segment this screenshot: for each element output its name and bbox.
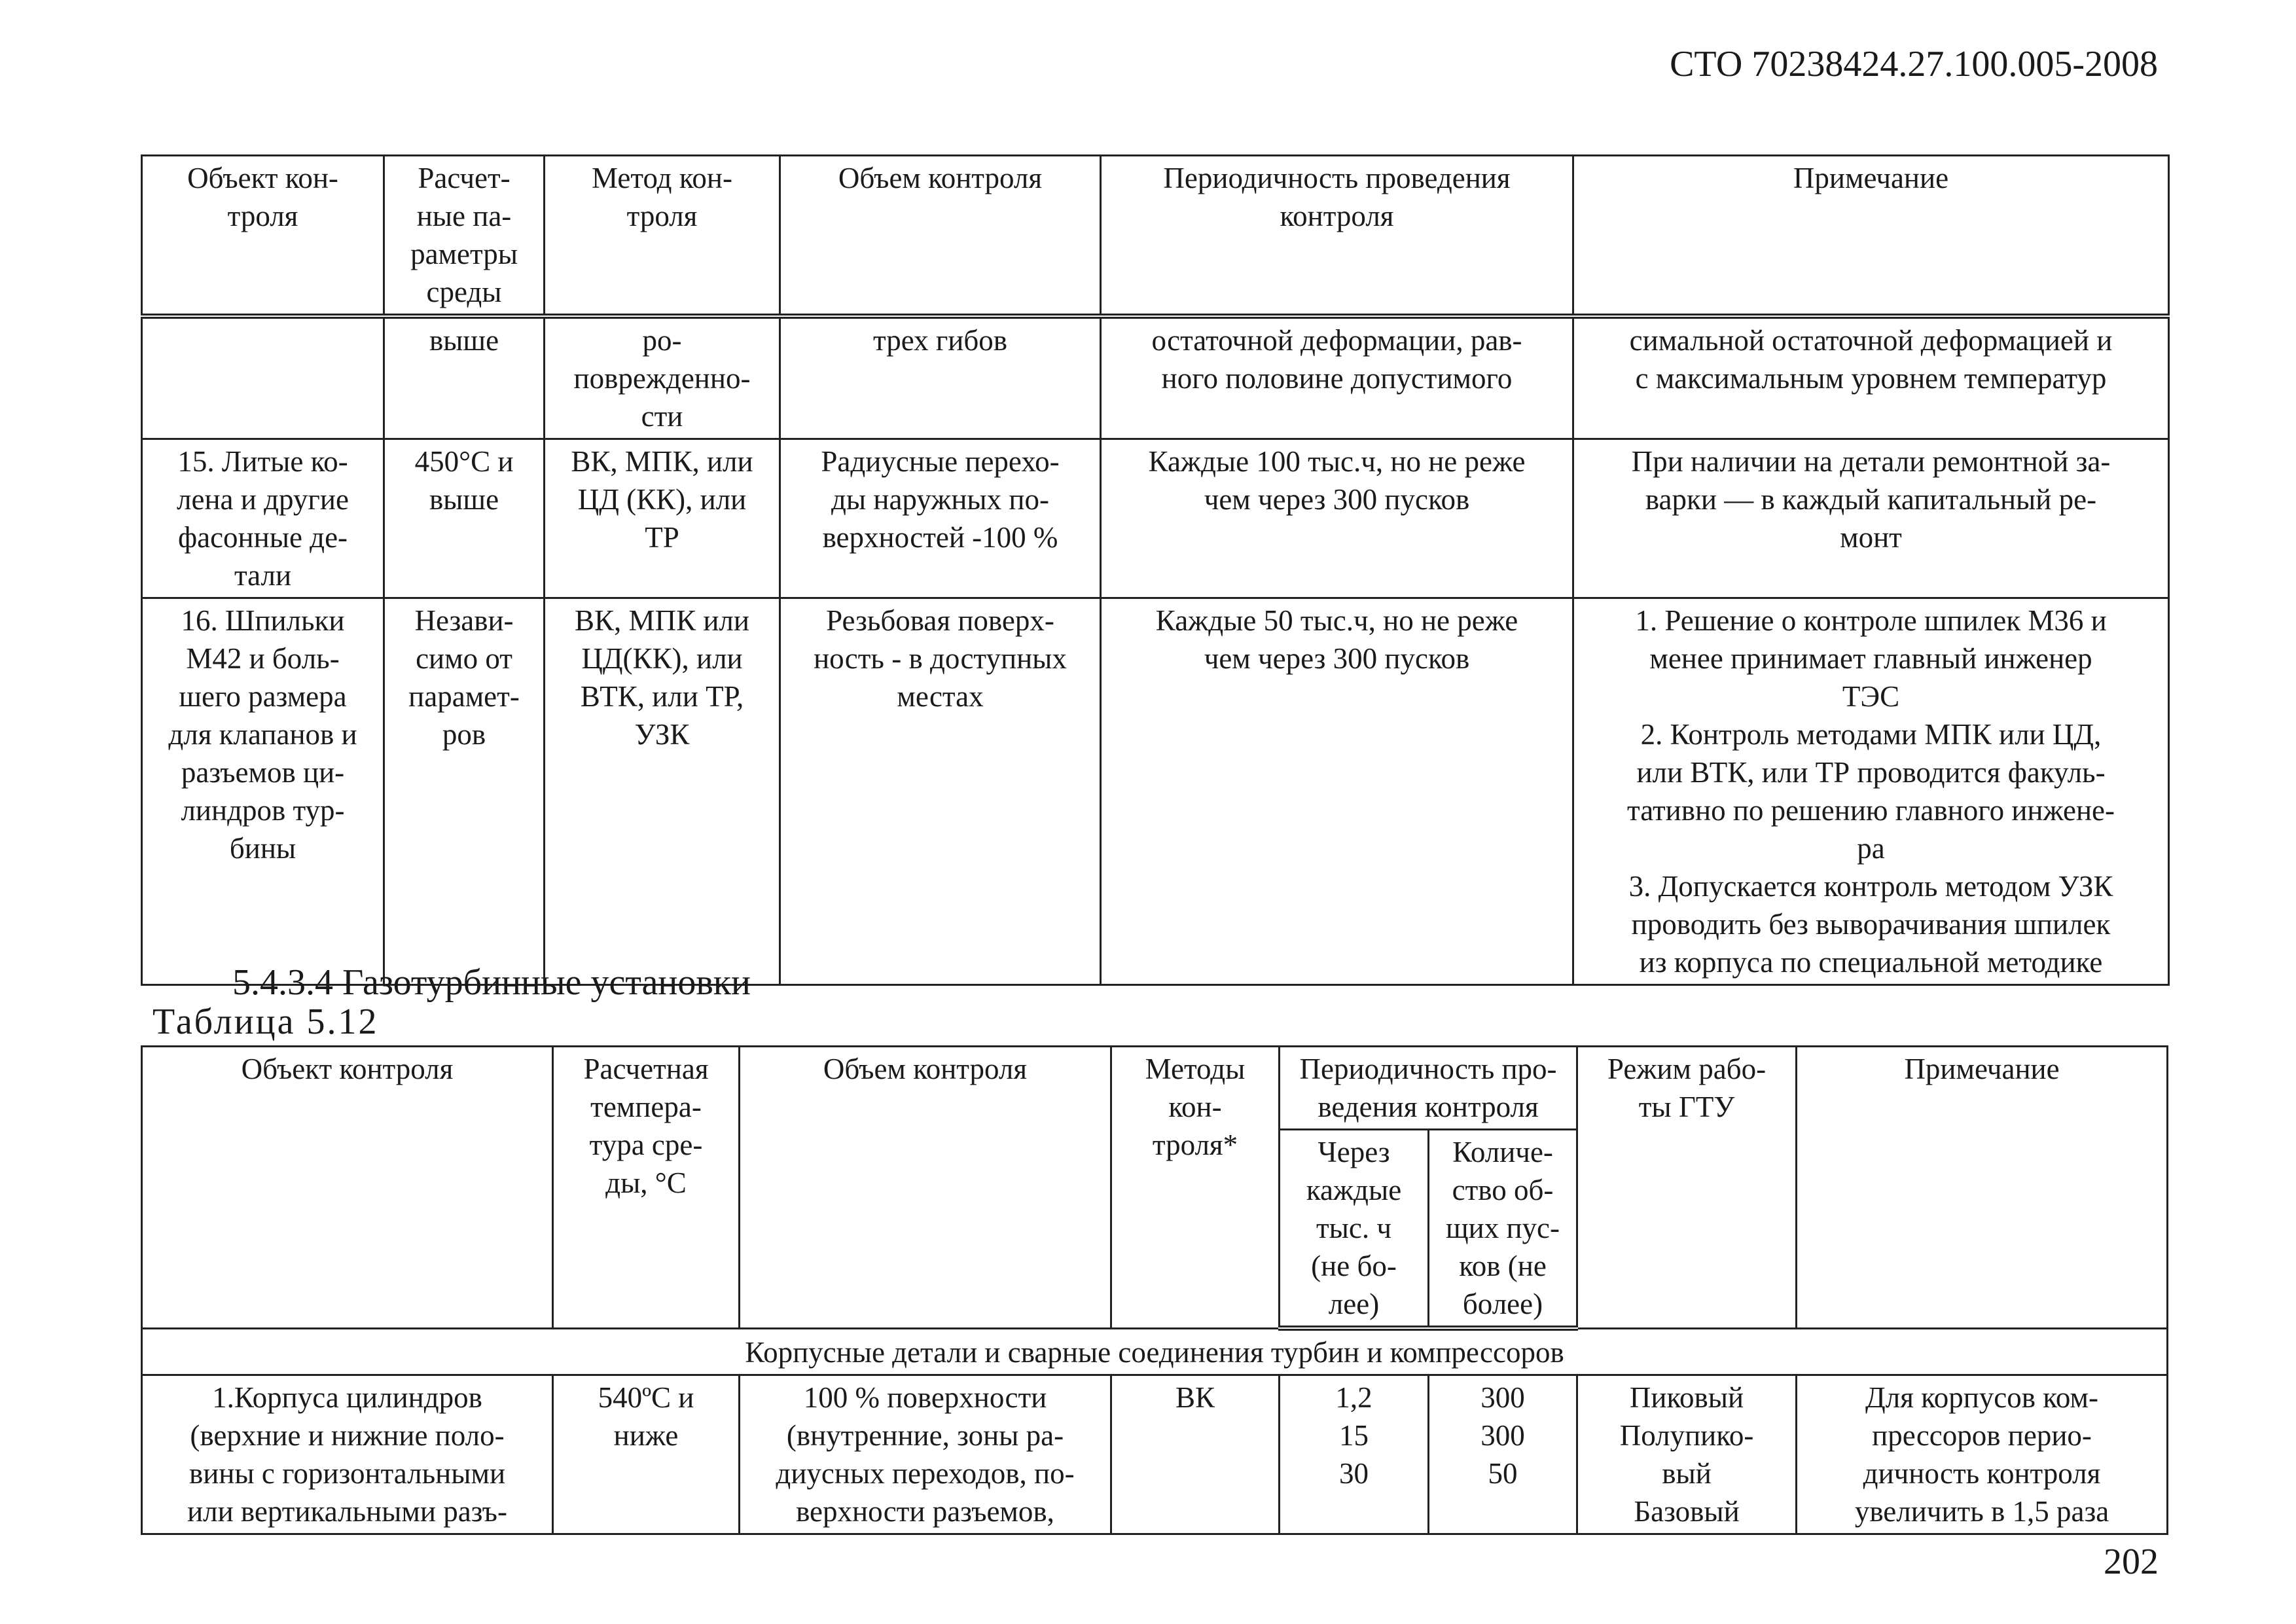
group-row: [142, 1328, 2168, 1375]
table-cell: Пиковый Полупико- вый Базовый: [1577, 1375, 1797, 1534]
header-cell-object: Объект контроля: [142, 1047, 553, 1329]
table-cell: 15. Литые ко- лена и другие фасонные де- тали: [142, 439, 384, 598]
header-cell-methods: Методы кон- троля*: [1111, 1047, 1280, 1329]
section-heading: 5.4.3.4 Газотурбинные установки: [232, 962, 751, 1003]
table-header-row: [142, 156, 2169, 317]
table-cell: ВК, МПК, или ЦД (КК), или ТР: [545, 439, 780, 598]
table-caption: Таблица 5.12: [152, 1001, 379, 1042]
table-cell: выше: [384, 316, 545, 439]
header-cell-note: Примечание: [1573, 156, 2169, 317]
page-number: 202: [2104, 1542, 2159, 1582]
table-cell: [142, 316, 384, 439]
table-cell: 16. Шпильки М42 и боль- шего размера для клапанов и разъемов ци- линдров тур- бины: [142, 598, 384, 985]
header-cell-period-hours: Через каждые тыс. ч (не бо- лее): [1280, 1130, 1429, 1329]
table-cell: 540ºС и ниже: [553, 1375, 740, 1534]
table-cell: 100 % поверхности (внутренние, зоны ра- диусных переходов, по- верхности разъемов,: [740, 1375, 1111, 1534]
table-cell: ВК: [1111, 1375, 1280, 1534]
table-cell: 1,2 15 30: [1280, 1375, 1429, 1534]
table-cell: трех гибов: [780, 316, 1101, 439]
table-cell: При наличии на детали ремонтной за- варки — в каждый капитальный ре- монт: [1573, 439, 2169, 598]
header-cell-scope: Объем контроля: [780, 156, 1101, 317]
table-row: [142, 439, 2169, 598]
table-cell: ВК, МПК или ЦД(КК), или ВТК, или ТР, УЗК: [545, 598, 780, 985]
group-title: Корпусные детали и сварные соединения турбин и компрессоров: [142, 1328, 2168, 1375]
table-row: [142, 316, 2169, 439]
header-cell-periodicity: Периодичность про- ведения контроля: [1280, 1047, 1577, 1130]
table-cell: Резьбовая поверх- ность - в доступных местах: [780, 598, 1101, 985]
table-cell: Каждые 100 тыс.ч, но не реже чем через 300 пусков: [1101, 439, 1573, 598]
header-cell-period-starts: Количе- ство об- щих пус- ков (не более): [1429, 1130, 1577, 1329]
control-table-continued: [141, 154, 2170, 986]
header-cell-mode: Режим рабо- ты ГТУ: [1577, 1047, 1797, 1329]
header-cell-scope: Объем контроля: [740, 1047, 1111, 1329]
table-cell: Радиусные перехо- ды наружных по- верхностей -100 %: [780, 439, 1101, 598]
header-cell-periodicity: Периодичность проведения контроля: [1101, 156, 1573, 317]
header-cell-temperature: Расчетная темпера- тура сре- ды, °С: [553, 1047, 740, 1329]
header-cell-parameters: Расчет- ные па- раметры среды: [384, 156, 545, 317]
table-header-row: [142, 1047, 2168, 1130]
table-cell: 300 300 50: [1429, 1375, 1577, 1534]
table-cell: 1.Корпуса цилиндров (верхние и нижние поло- вины с горизонтальными или вертикальными разъ-: [142, 1375, 553, 1534]
gas-turbine-control-table: [141, 1045, 2168, 1535]
table-cell: остаточной деформации, рав- ного половине допустимого: [1101, 316, 1573, 439]
table-cell: симальной остаточной деформацией и с максимальным уровнем температур: [1573, 316, 2169, 439]
table-cell: 450°С и выше: [384, 439, 545, 598]
header-cell-object: Объект кон- троля: [142, 156, 384, 317]
table-row: [142, 1375, 2168, 1534]
table-cell: Для корпусов ком- прессоров перио- дичность контроля увеличить в 1,5 раза: [1797, 1375, 2168, 1534]
header-cell-method: Метод кон- троля: [545, 156, 780, 317]
document-code: СТО 70238424.27.100.005-2008: [1670, 44, 2158, 84]
table-cell: Незави- симо от парамет- ров: [384, 598, 545, 985]
table-cell: 1. Решение о контроле шпилек М36 и менее принимает главный инженер ТЭС 2. Контроль методами МПК или ЦД, или ВТК, или ТР проводится факуль- тативно по решению главного инжене- ра 3. Допускается контроль методом УЗК проводить без выворачивания шпилек из корпуса по специальной методике: [1573, 598, 2169, 985]
table-cell: ро- поврежденно- сти: [545, 316, 780, 439]
table-row: [142, 598, 2169, 985]
table-cell: Каждые 50 тыс.ч, но не реже чем через 300 пусков: [1101, 598, 1573, 985]
header-cell-note: Примечание: [1797, 1047, 2168, 1329]
